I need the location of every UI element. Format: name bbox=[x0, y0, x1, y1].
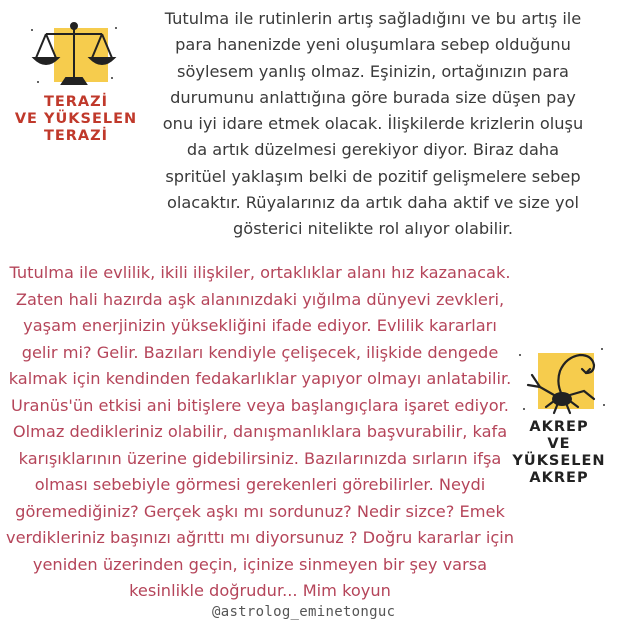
text-line: Tutulma ile evlilik, ikili ilişkiler, ortaklıklar alanı hız kazanacak. bbox=[9, 263, 511, 282]
text-line: Olmaz dedikleriniz olabilir, danışmanlıklara başvurabilir, kafa bbox=[12, 422, 508, 441]
scorpio-badge bbox=[500, 335, 618, 486]
text-line: Tutulma ile rutinlerin artış sağladığını ve bu artış ile bbox=[164, 9, 582, 28]
scorpio-title-line: VE YÜKSELEN bbox=[512, 436, 606, 469]
text-line: para hanenizde yeni oluşumlara sebep olduğunu bbox=[175, 35, 571, 55]
text-line: olması sebebiyle görmesi gerekenleri görebilirler. Neydi bbox=[34, 475, 486, 494]
text-line: kalmak için kendinden fedakarlıklar yapıyor olmayı anlatabilir. bbox=[8, 369, 512, 388]
top-paragraph bbox=[140, 6, 606, 243]
scorpio-title-line: AKREP bbox=[529, 419, 589, 435]
text-line: gelir mi? Gelir. Bazıları kendiyle çelişecek, ilişkide dengede bbox=[21, 342, 499, 362]
text-line: olacaktır. Rüyalarınız da artık daha aktif ve size yol bbox=[166, 193, 580, 213]
text-line: Zaten hali hazırda aşk alanınızdaki yığılma dünyevi zevkleri, bbox=[15, 289, 505, 309]
text-line: verdikleriniz başınızı ağrıttı mı diyorsunuz ? Doğru kararlar için bbox=[5, 528, 514, 547]
bottom-paragraph bbox=[0, 260, 520, 605]
text-line: spritüel yaklaşım belki de pozitif gelişmelere sebep bbox=[165, 166, 581, 186]
watermark: @astrolog_eminetonguc bbox=[212, 604, 396, 620]
text-line: kesinlikle doğrudur... Mim koyun bbox=[129, 581, 391, 600]
scorpio-title-line: AKREP bbox=[529, 470, 589, 486]
libra-title bbox=[14, 94, 138, 145]
text-line: yeniden üzerinden geçin, içinize sinmeyen bir şey varsa bbox=[32, 554, 488, 574]
text-line: durumunu anlattığına göre burada size düşen pay bbox=[170, 87, 576, 107]
libra-title-line: TERAZİ bbox=[43, 128, 109, 144]
text-line: söylesem yanlış olmaz. Eşinizin, ortağınızın para bbox=[177, 61, 569, 81]
libra-title-line: VE YÜKSELEN bbox=[14, 111, 138, 127]
scorpio-title bbox=[500, 419, 618, 487]
libra-title-line: TERAZİ bbox=[43, 94, 109, 110]
text-line: Uranüs'ün etkisi ani bitişlere veya başlangıçlara işaret ediyor. bbox=[11, 395, 509, 415]
text-line: onu iyi idare etmek olacak. İlişkilerde krizlerin oluşu bbox=[162, 114, 584, 134]
text-line: karışıklarının üzerine gidebilirsiniz. Bazılarınızda sırların ifşa bbox=[18, 448, 502, 468]
scorpion-icon bbox=[510, 335, 610, 417]
text-line: gösterici nitelikte rol alıyor olabilir. bbox=[233, 219, 513, 239]
text-line: da artık düzelmesi gerekiyor diyor. Biraz daha bbox=[186, 140, 560, 160]
text-line: göremediğiniz? Gerçek aşkı mı sordunuz? Nedir sizce? Emek bbox=[15, 501, 505, 521]
text-line: yaşam enerjinizin yüksekliğini ifade ediyor. Evlilik kararları bbox=[23, 316, 497, 335]
libra-scale-icon bbox=[24, 16, 124, 96]
libra-badge bbox=[14, 8, 138, 158]
